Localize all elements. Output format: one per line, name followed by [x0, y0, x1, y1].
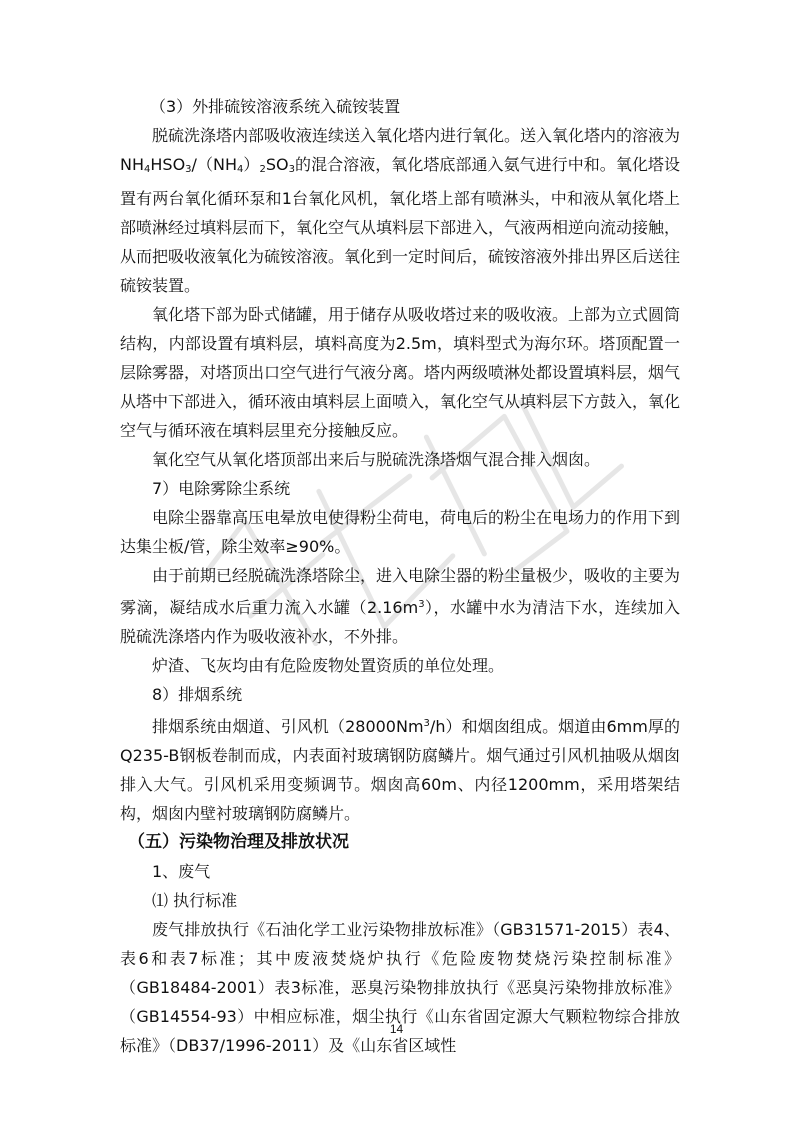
subsection-waste-gas-heading: 1、废气	[152, 862, 211, 881]
page-number: 14	[389, 1022, 404, 1036]
section-5-paragraph-1: 废气排放执行《石油化学工业污染物排放标准》（GB31571-2015）表4、表6和表7标准；其中废液焚烧炉执行《危险废物焚烧污染控制标准》（GB18484-2001）表3标准，恶臭污染物排放执行《恶臭污染物排放标准》（GB14554-93）中相应标准，烟尘执行《山东省固定源大气颗粒物综合排放标准》（DB37/1996-2011）及《山东省区域性	[120, 920, 680, 1055]
section-8-heading: 8）排烟系统	[152, 685, 243, 704]
section-7-heading: 7）电除雾除尘系统	[152, 479, 291, 498]
section-8-paragraph-1: 排烟系统由烟道、引风机（28000Nm$^3$/h）和烟囱组成。烟道由6mm厚的Q235-B钢板卷制而成，内表面衬玻璃钢防腐鳞片。烟气通过引风机抽吸从烟囱排入大气。引风机采用变频调节。烟囱高60m、内径1200mm，采用塔架结构，烟囱内壁衬玻璃钢防腐鳞片。	[120, 717, 680, 823]
section-3-paragraph-1: 脱硫洗涤塔内部吸收液连续送入氧化塔内进行氧化。送入氧化塔内的溶液为$NH_4HSO_3/(NH_4)_2SO_3$的混合溶液，氧化塔底部通入氨气进行中和。氧化塔设置有两台氧化循环泵和1台氧化风机，氧化塔上部有喷淋头，中和液从氧化塔上部喷淋经过填料层而下，氧化空气从填料层下部进入，气液两相逆向流动接触，从而把吸收液氧化为硫铵溶液。氧化到一定时间后，硫铵溶液外排出界区后送往硫铵装置。	[120, 126, 681, 295]
subsection-standards-heading: ⑴ 执行标准	[152, 891, 238, 910]
section-5-heading: （五）污染物治理及排放状况	[128, 832, 349, 852]
section-3-paragraph-2: 氧化塔下部为卧式储罐，用于储存从吸收塔过来的吸收液。上部为立式圆筒结构，内部设置有填料层，填料高度为2.5m，填料型式为海尔环。塔顶配置一层除雾器，对塔顶出口空气进行气液分离。塔内两级喷淋处都设置填料层，烟气从塔中下部进入，循环液由填料层上面喷入，氧化空气从填料层下方鼓入，氧化空气与循环液在填料层里充分接触反应。	[120, 305, 681, 440]
document-body	[120, 92, 680, 1060]
section-7-paragraph-2: 由于前期已经脱硫洗涤塔除尘，进入电除尘器的粉尘量极少，吸收的主要为雾滴，凝结成水后重力流入水罐$(2.16m^3)$，水罐中水为清洁下水，连续加入脱硫洗涤塔内作为吸收液补水，不外排。	[120, 566, 681, 646]
section-7-paragraph-3: 炉渣、飞灰均由有危险废物处置资质的单位处理。	[152, 656, 505, 675]
section-3-heading: （3）外排硫铵溶液系统入硫铵装置	[150, 97, 401, 116]
section-7-paragraph-1: 电除尘器靠高压电晕放电使得粉尘荷电，荷电后的粉尘在电场力的作用下到达集尘板/管，除尘效率≥90%。	[120, 508, 681, 556]
section-3-paragraph-3: 氧化空气从氧化塔顶部出来后与脱硫洗涤塔烟气混合排入烟囱。	[152, 450, 601, 469]
